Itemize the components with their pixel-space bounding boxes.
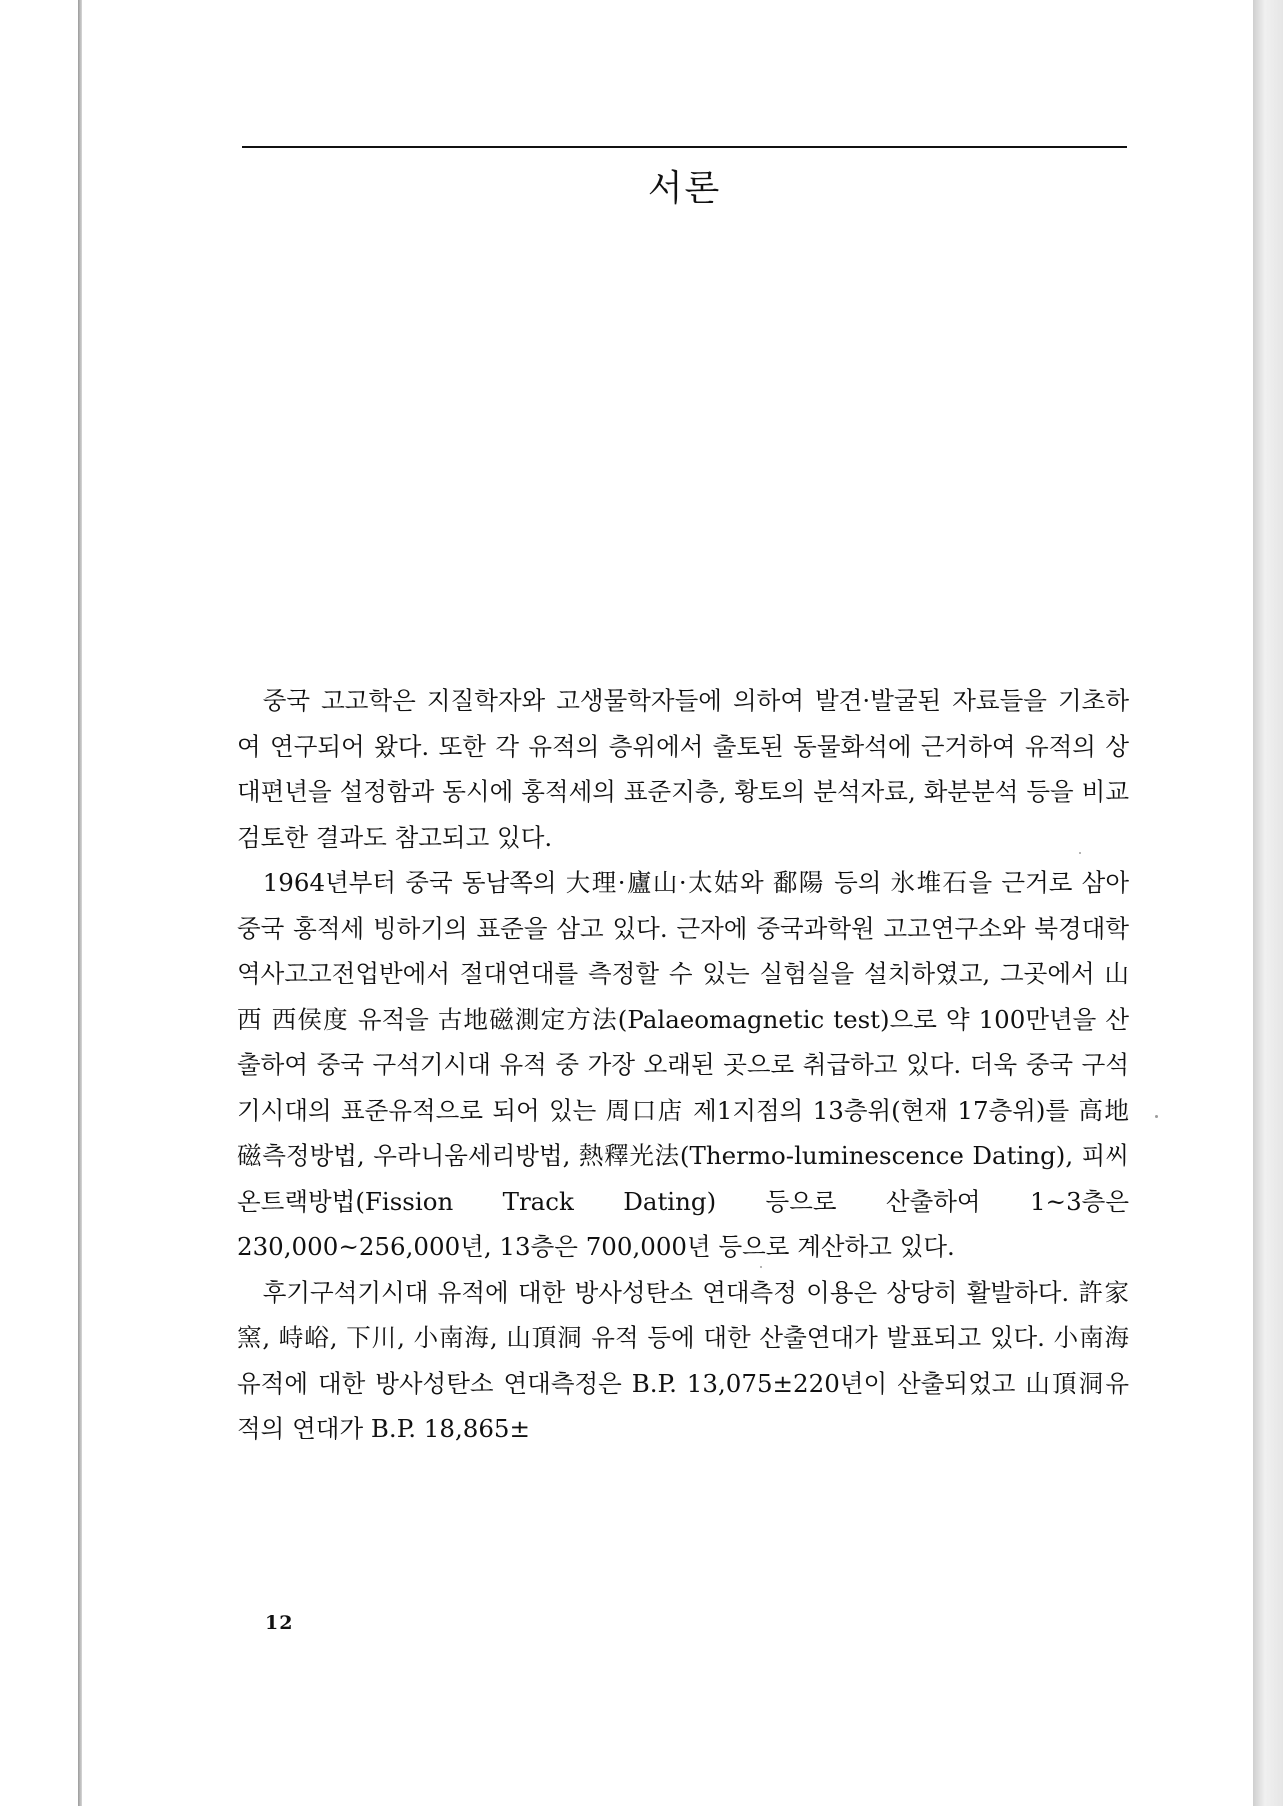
scan-speck [1155,1115,1158,1118]
paragraph-1: 중국 고고학은 지질학자와 고생물학자들에 의하여 발견·발굴된 자료들을 기초하여 연구되어 왔다. 또한 각 유적의 층위에서 출토된 동물화석에 근거하여 유적의 상대편년을 설정함과 동시에 홍적세의 표준지층, 황토의 분석자료, 화분분석 등을 비교 검토한 결과도 참고되고 있다. [237,686,1129,852]
body-text [237,678,1129,1452]
chapter-title: 서론 [647,168,722,209]
paragraph-3: 후기구석기시대 유적에 대한 방사성탄소 연대측정 이용은 상당히 활발하다. 許家窯, 峙峪, 下川, 小南海, 山頂洞 유적 등에 대한 산출연대가 발표되고 있다. 小南海 유적에 대한 방사성탄소 연대측정은 B.P. 13,075±220년이 산출되었고 山頂洞유적의 연대가 B.P. 18,865± [237,1277,1129,1443]
page-number: 12 [265,1612,294,1634]
scan-speck [1079,852,1081,854]
scan-speck [760,1266,762,1268]
paragraph-2: 1964년부터 중국 동남쪽의 大理·廬山·太姑와 鄱陽 등의 氷堆石을 근거로 삼아 중국 홍적세 빙하기의 표준을 삼고 있다. 근자에 중국과학원 고고연구소와 북경대학 역사고고전업반에서 절대연대를 측정할 수 있는 실험실을 설치하였고, 그곳에서 山西 西侯度 유적을 古地磁測定方法(Palaeomagnetic test)으로 약 100만년을 산출하여 중국 구석기시대 유적 중 가장 오래된 곳으로 취급하고 있다. 더욱 중국 구석기시대의 표준유적으로 되어 있는 周口店 제1지점의 13층위(현재 17층위)를 高地磁측정방법, 우라니움세리방법, 熱釋光法(Thermo-luminescence Dating), 피씨온트랙방법(Fission Track Dating) 등으로 산출하여 1~3층은 230,000~256,000년, 13층은 700,000년 등으로 계산하고 있다. [237,868,1129,1261]
book-page [82,0,1253,1806]
page-edge-right [1253,0,1283,1806]
header-rule [242,146,1127,148]
